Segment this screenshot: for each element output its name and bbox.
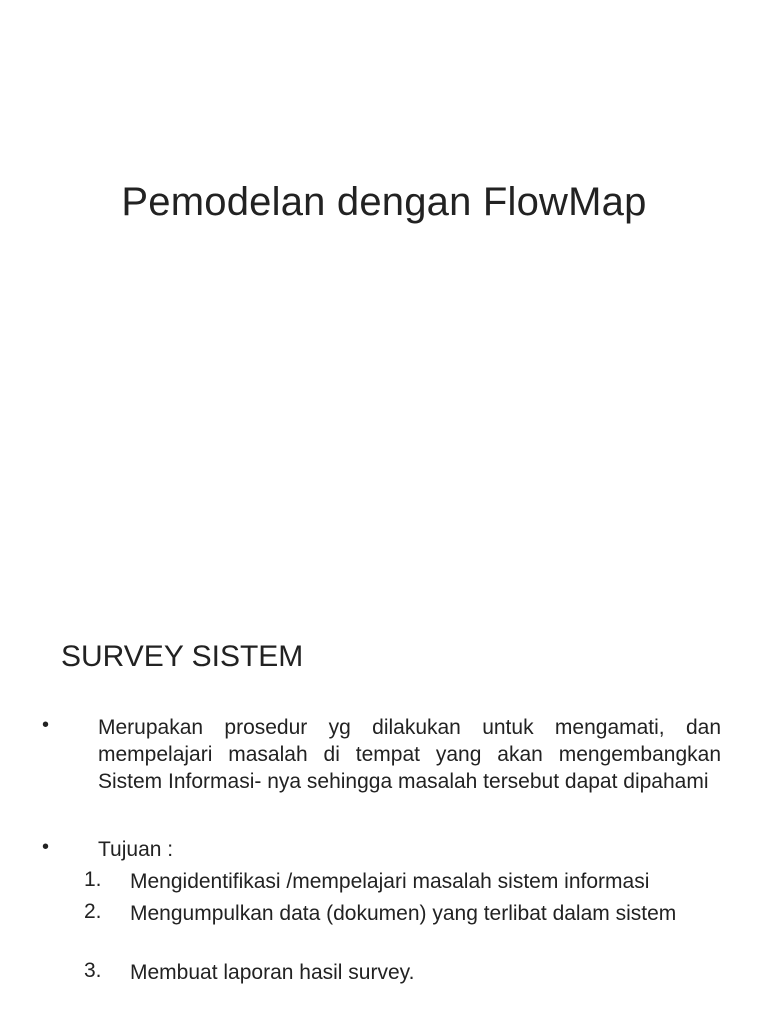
list-number: 1. [84,868,102,891]
list-number: 3. [84,959,102,982]
bullet-marker: • [42,714,50,736]
bullet-text: Tujuan : [98,838,174,861]
list-item: Mengidentifikasi /mempelajari masalah sistem informasi [130,870,650,893]
bullet-text: Merupakan prosedur yg dilakukan untuk mengamati, dan mempelajari masalah di tempat yang akan mengembangkan Sistem Informasi- nya sehingga masalah tersebut dapat dipahami [98,716,721,793]
section-title: SURVEY SISTEM [61,640,304,673]
bullet-marker: • [42,836,50,858]
list-item: Membuat laporan hasil survey. [130,961,415,984]
list-number: 2. [84,900,102,923]
list-item: Mengumpulkan data (dokumen) yang terlibat dalam sistem [130,902,677,925]
content-slide [0,576,768,1024]
slide-title: Pemodelan dengan FlowMap [121,180,647,224]
